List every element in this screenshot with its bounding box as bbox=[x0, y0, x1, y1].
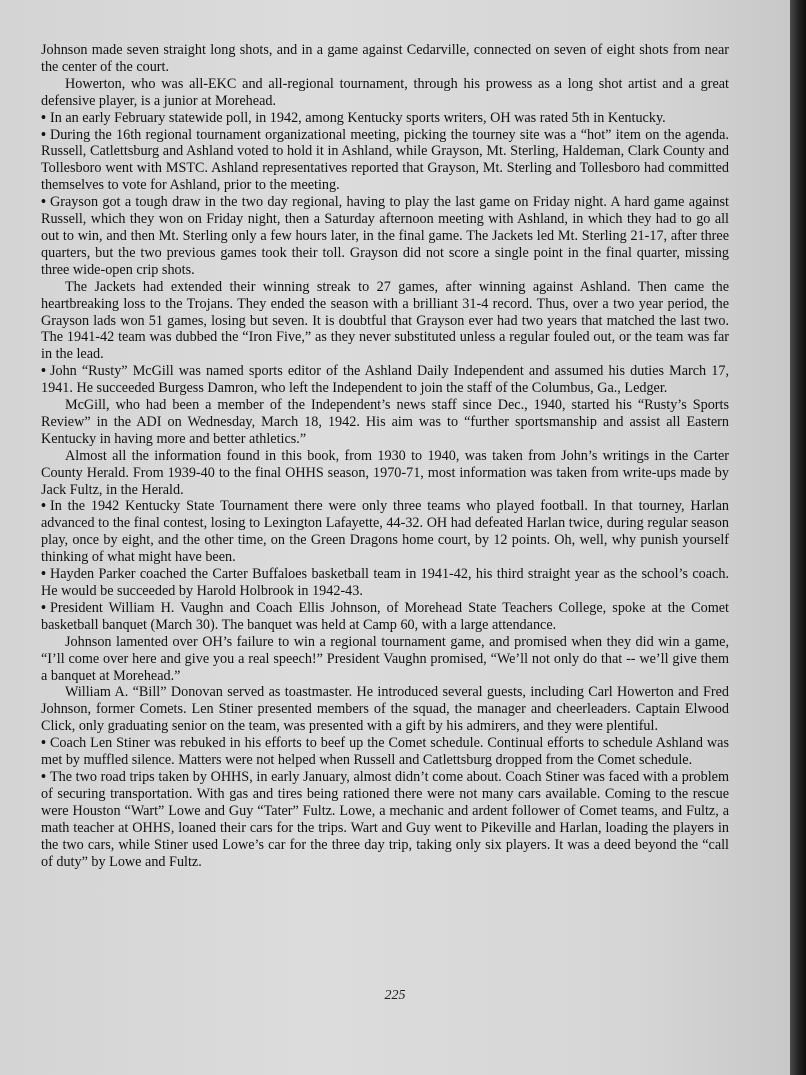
bullet-paragraph bbox=[41, 127, 729, 195]
paragraph: Johnson lamented over OH’s failure to win a regional tournament game, and promised when they did win a game, “I’ll come over here and give you a real speech!” President Vaughn promised, “We’ll not only do that -- we’ll give them a banquet at Morehead.” bbox=[41, 633, 729, 684]
bullet-icon: • bbox=[41, 735, 46, 752]
bullet-icon: • bbox=[41, 126, 46, 143]
body-text bbox=[41, 42, 729, 870]
paragraph: Almost all the information found in this book, from 1930 to 1940, was taken from John’s writings in the Carter County Herald. From 1939-40 to the final OHHS season, 1970-71, most information was taken from write-ups made by Jack Fultz, in the Herald. bbox=[41, 447, 729, 498]
bullet-paragraph bbox=[41, 735, 729, 769]
bullet-paragraph bbox=[41, 769, 729, 870]
bullet-icon: • bbox=[41, 194, 46, 211]
paragraph: Howerton, who was all-EKC and all-regional tournament, through his prowess as a long shot artist and a great defensive player, is a junior at Morehead. bbox=[41, 75, 729, 109]
bullet-icon: • bbox=[41, 498, 46, 515]
paragraph: Johnson made seven straight long shots, and in a game against Cedarville, connected on seven of eight shots from near the center of the court. bbox=[41, 42, 729, 75]
bullet-paragraph bbox=[41, 110, 729, 127]
bullet-paragraph bbox=[41, 363, 729, 397]
paragraph-text: Coach Len Stiner was rebuked in his efforts to beef up the Comet schedule. Continual efforts to schedule Ashland was met by muffled silence. Matters were not helped when Russell and Catlettsburg dropped from the Comet schedule. bbox=[41, 735, 729, 769]
bullet-icon: • bbox=[41, 363, 46, 380]
bullet-paragraph bbox=[41, 498, 729, 566]
bullet-icon: • bbox=[41, 768, 46, 785]
bullet-paragraph bbox=[41, 600, 729, 634]
paragraph: The Jackets had extended their winning streak to 27 games, after winning against Ashland. Then came the heartbreaking loss to the Trojans. They ended the season with a brilliant 31-4 record. Thus, over a two year period, the Grayson lads won 51 games, losing but seven. It is doubtful that Grayson ever had two years that matched the last two. The 1941-42 team was dubbed the “Iron Five,” as they never substituted unless a regular fouled out, or the team was far in the lead. bbox=[41, 278, 729, 363]
bullet-paragraph bbox=[41, 194, 729, 279]
bullet-icon: • bbox=[41, 109, 46, 126]
paragraph-text: John “Rusty” McGill was named sports editor of the Ashland Daily Independent and assumed his duties March 17, 1941. He succeeded Burgess Damron, who left the Independent to join the staff of the Columbus, Ga., Ledger. bbox=[41, 363, 729, 397]
bullet-icon: • bbox=[41, 599, 46, 616]
paragraph: William A. “Bill” Donovan served as toastmaster. He introduced several guests, including Carl Howerton and Fred Johnson, former Comets. Len Stiner presented members of the squad, the manager and cheerleaders. Captain Elwood Click, only graduating senior on the team, was presented with a gift by his admirers, and they were plentiful. bbox=[41, 684, 729, 735]
paragraph-text: Grayson got a tough draw in the two day regional, having to play the last game on Friday night. A hard game against Russell, which they won on Friday night, then a Saturday afternoon meeting with Ashland, in which they had to go all out to win, and then Mt. Sterling only a few hours later, in the final game. The Jackets led Mt. Sterling 21-17, after three quarters, but the two previous games took their toll. Grayson did not score a single point in the final quarter, missing three wide-open crip shots. bbox=[41, 194, 729, 278]
paragraph-text: The two road trips taken by OHHS, in early January, almost didn’t come about. Coach Stiner was faced with a problem of securing transportation. With gas and tires being rationed there were not many cars available. Coming to the rescue were Houston “Wart” Lowe and Guy “Tater” Fultz. Lowe, a mechanic and ardent follower of Comet teams, and Fultz, a math teacher at OHHS, loaned their cars for the trips. Wart and Guy went to Pikeville and Harlan, loading the players in the two cars, while Stiner used Lowe’s car for the three day trip, taking only six players. It was a deed beyond the “call of duty” by Lowe and Fultz. bbox=[41, 768, 729, 870]
paragraph-text: During the 16th regional tournament organizational meeting, picking the tourney site was a “hot” item on the agenda. Russell, Catlettsburg and Ashland voted to hold it in Ashland, while Grayson, Mt. Sterling, Haldeman, Clark County and Tollesboro went with MSTC. Ashland representatives reported that Grayson, Mt. Sterling and Tollesboro had committed themselves to vote for Ashland, prior to the meeting. bbox=[41, 126, 729, 194]
page-number: 225 bbox=[384, 988, 406, 1003]
paragraph: McGill, who had been a member of the Independent’s news staff since Dec., 1940, started his “Rusty’s Sports Review” in the ADI on Wednesday, March 18, 1942. His aim was to “further sportsmanship and assist all Eastern Kentucky in having more and better athletics.” bbox=[41, 397, 729, 447]
paragraph-text: In the 1942 Kentucky State Tournament there were only three teams who played football. In that tourney, Harlan advanced to the final contest, losing to Lexington Lafayette, 44-32. OH had defeated Harlan twice, during regular season play, once by eight, and the other time, on the Green Dragons home court, by 12 points. Oh, well, why punish yourself thinking of what might have been. bbox=[41, 498, 729, 566]
book-edge bbox=[790, 0, 806, 1075]
paragraph-text: Hayden Parker coached the Carter Buffaloes basketball team in 1941-42, his third straight year as the school’s coach. He would be succeeded by Harold Holbrook in 1942-43. bbox=[41, 566, 729, 599]
bullet-paragraph bbox=[41, 566, 729, 600]
bullet-icon: • bbox=[41, 566, 46, 583]
paragraph-text: In an early February statewide poll, in 1942, among Kentucky sports writers, OH was rated 5th in Kentucky. bbox=[49, 109, 666, 126]
paragraph-text: President William H. Vaughn and Coach Ellis Johnson, of Morehead State Teachers College, spoke at the Comet basketball banquet (March 30). The banquet was held at Camp 60, with a large attendance. bbox=[41, 599, 729, 633]
